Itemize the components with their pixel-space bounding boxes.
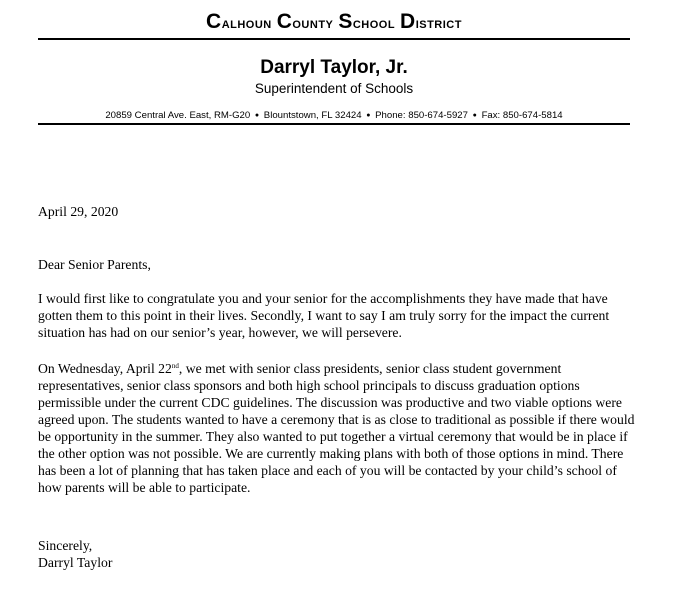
paragraph-2-text [38, 360, 638, 496]
street-address: 20859 Central Ave. East, RM-G20 [105, 110, 251, 121]
paragraph-graduation-plans [38, 360, 638, 496]
district-word-school: chool [352, 15, 401, 32]
signer-name: Darryl Taylor [38, 555, 113, 570]
letterhead-bottom-rule [38, 123, 630, 125]
letterhead-top-rule [38, 38, 630, 40]
paragraph-1-text: I would first like to congratulate you and your senior for the accomplishments they have made that have gotten them to this point in their lives. Secondly, I want to say I am truly sorry for the impact the current situation has had on our senior’s year, however, we will persevere. [38, 291, 610, 340]
superintendent-name: Darryl Taylor, Jr. [260, 57, 408, 78]
district-initial-c2: C [276, 10, 293, 33]
salutation: Dear Senior Parents, [38, 257, 151, 272]
bullet-separator: ● [366, 112, 371, 119]
district-word-calhoun: alhoun [221, 15, 277, 32]
district-initial-c1: C [206, 10, 222, 33]
ordinal-suffix: nd [171, 362, 179, 370]
district-initial-s: S [338, 10, 353, 33]
bullet-separator: ● [472, 112, 477, 119]
city-state-zip: Blountstown, FL 32424 [263, 110, 362, 121]
paragraph-2-rest: , we met with senior class presidents, senior class student government representatives, senior class sponsors and both high school principals to discuss graduation options permissible under the current CDC guidelines. The discussion was productive and two viable options were agreed upon. The students wanted to have a ceremony that is as close to traditional as possible if there would be opportunity in the summer. They also wanted to put together a virtual ceremony that would be in place if the other option was not possible. We are currently making plans with both of those options in mind. There has been a lot of planning that has taken place and each of you will be contacted by your child’s school of how parents will be able to participate. [38, 361, 635, 495]
district-word-district: istrict [415, 15, 462, 32]
paragraph-congratulations [38, 290, 638, 341]
fax-number: Fax: 850-674-5814 [481, 110, 563, 121]
district-word-county: ounty [292, 15, 339, 32]
superintendent-title: Superintendent of Schools [254, 81, 414, 96]
district-name [38, 11, 630, 35]
letter-date: April 29, 2020 [38, 204, 119, 219]
contact-line [38, 110, 630, 122]
closing: Sincerely, [38, 538, 93, 553]
bullet-separator: ● [254, 112, 260, 119]
phone-number: Phone: 850-674-5927 [375, 110, 468, 121]
district-initial-d: D [400, 10, 416, 33]
paragraph-2-start: On Wednesday, April 22 [38, 361, 172, 376]
